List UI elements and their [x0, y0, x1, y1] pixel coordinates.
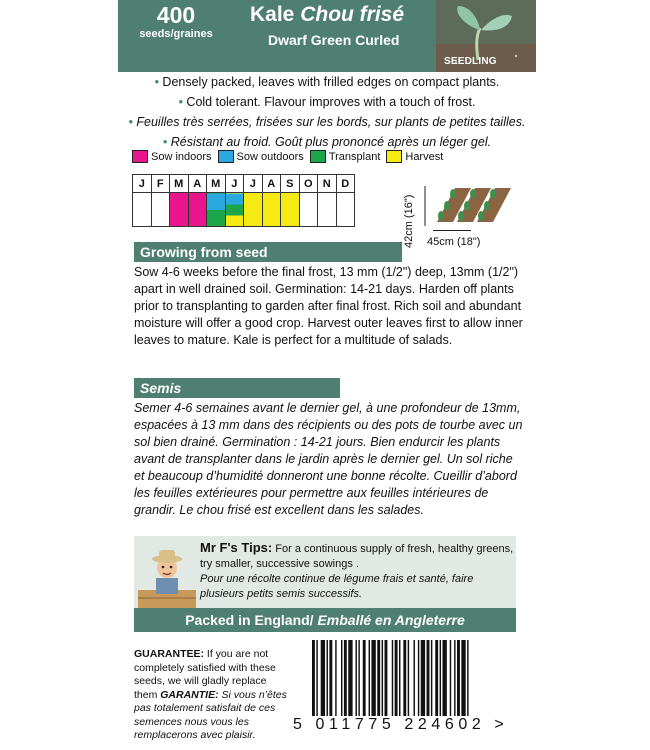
month-label: J [225, 175, 244, 193]
month-label: O [299, 175, 318, 193]
tips-text [200, 540, 516, 602]
barcode-bar [385, 640, 388, 716]
barcode [308, 640, 518, 716]
barcode-bar [321, 640, 325, 716]
barcode-bar [399, 640, 400, 716]
barcode-bar [431, 640, 432, 716]
bullet-icon: • [154, 75, 163, 89]
seedling-photo [436, 0, 536, 72]
tips-box [134, 536, 516, 608]
growing-section-title: Growing from seed [134, 242, 402, 262]
month-cell [299, 193, 318, 227]
barcode-bar [329, 640, 332, 716]
calendar-activity-row [133, 193, 355, 227]
month-label: N [318, 175, 337, 193]
tips-english: For a continuous supply of fresh, healthy greens, try smaller, successive sowings . [200, 543, 514, 570]
packed-in-banner [134, 608, 516, 632]
growing-instructions: Sow 4-6 weeks before the final frost, 13 mm (1/2") deep, 13mm (1/2") apart in well drained soil. Germination: 14-21 days. Harden off plants prior to transplanting to garden after final frost. Rich soil and abundant moisture will offer a good crop. Harvest outer leaves first to allow inner leaves to mature. Kale is perfect for a multitude of salads. [134, 265, 523, 347]
barcode-bar [403, 640, 406, 716]
feature-item: • Densely packed, leaves with frilled edges on compact plants. [154, 75, 500, 89]
legend-swatch [132, 150, 148, 163]
barcode-bar [408, 640, 409, 716]
month-cell-harvest [262, 193, 281, 227]
seed-count-unit: seeds/graines [139, 28, 213, 40]
legend-sow-outdoors: Sow outdoors [218, 150, 304, 163]
barcode-bar [316, 640, 317, 716]
guarantee-label: GUARANTEE: [134, 648, 204, 660]
garantie-label: GARANTIE: [160, 688, 219, 701]
product-title [250, 2, 404, 28]
month-label: J [133, 175, 152, 193]
legend-swatch [310, 150, 326, 163]
semis-section-title: Semis [134, 378, 340, 398]
legend-sow-indoors: Sow indoors [132, 150, 212, 163]
feature-item: • Résistant au froid. Goût plus prononcé après un léger gel. [162, 135, 492, 149]
feature-item: • Cold tolerant. Flavour improves with a touch of frost. [178, 95, 476, 109]
barcode-bar [358, 640, 359, 716]
guarantee-text [134, 648, 292, 743]
month-label: D [336, 175, 355, 193]
barcode-bar [371, 640, 375, 716]
barcode-bar [392, 640, 393, 716]
guarantee-english: If you are not completely satisfied with these seeds, we will gladly replace them [134, 648, 276, 701]
barcode-bar [363, 640, 366, 716]
feature-list [118, 72, 536, 152]
bullet-icon: • [178, 95, 187, 109]
bullet-icon: • [162, 135, 171, 149]
month-cell-sow-indoors [170, 193, 189, 227]
barcode-bar [327, 640, 328, 716]
calendar-legend [132, 150, 443, 163]
month-cell-harvest [281, 193, 300, 227]
barcode-bar [418, 640, 419, 716]
month-cell [133, 193, 152, 227]
calendar-month-row [133, 175, 355, 193]
seed-count-number: 400 [156, 2, 196, 28]
planting-rows-illustration [423, 182, 543, 228]
barcode-bar [457, 640, 460, 716]
month-label: S [281, 175, 300, 193]
bullet-icon: • [128, 115, 137, 129]
barcode-number: 5 011775 224602 > [293, 716, 509, 733]
spacing-arrow-icon [433, 230, 471, 231]
month-cell-sow-outdoors-transplant [207, 193, 226, 227]
barcode-bar [356, 640, 357, 716]
barcode-bar [435, 640, 438, 716]
plant-spacing-label: 45cm (18") [427, 236, 481, 248]
barcode-bar [454, 640, 455, 716]
barcode-bar [427, 640, 430, 716]
packed-english: Packed in England/ [185, 612, 314, 628]
month-cell [318, 193, 337, 227]
seed-count [118, 2, 234, 40]
month-label: J [244, 175, 263, 193]
month-cell [336, 193, 355, 227]
legend-swatch [218, 150, 234, 163]
barcode-bar [414, 640, 415, 716]
barcode-bar [421, 640, 425, 716]
month-label: M [170, 175, 189, 193]
feature-item: • Feuilles très serrées, frisées sur les bords, sur plants de petites tailles. [128, 115, 526, 129]
semis-instructions: Semer 4-6 semaines avant le dernier gel, à une profondeur de 13mm, espacées à 13 mm dans des récipients ou des pots de tourbe avec un sol bien drainé. Germination : 14-21 jours. Bien endurcir les plants avant de transplanter dans le jardin après le dernier gel. Un sol riche et beaucoup d’humidité donneront une bonne récolte. Cueillir d’abord les feuilles extérieures pour permettre aux feuilles intérieures de grandir. Le chou frisé est excellent dans les salades. [134, 401, 523, 517]
row-spacing-label: 42cm (16") [403, 194, 415, 248]
barcode-bar [348, 640, 352, 716]
month-label: A [262, 175, 281, 193]
tips-french: Pour une récolte continue de légume frais et santé, faire plusieurs petits semis successifs. [200, 573, 474, 600]
barcode-bar [369, 640, 370, 716]
barcode-bar [377, 640, 380, 716]
title-french: Chou frisé [300, 3, 405, 26]
packed-french: Emballé en Angleterre [317, 612, 465, 628]
month-label: F [151, 175, 170, 193]
sowing-calendar [132, 174, 355, 227]
month-cell-sow-indoors [188, 193, 207, 227]
month-cell-sow-outdoors-transplant-harvest [225, 193, 244, 227]
title-english: Kale [250, 3, 295, 26]
barcode-bar [467, 640, 468, 716]
month-label: M [207, 175, 226, 193]
barcode-bar [382, 640, 383, 716]
month-cell [151, 193, 170, 227]
barcode-bar [335, 640, 336, 716]
barcode-bar [395, 640, 398, 716]
spacing-diagram [403, 182, 523, 248]
barcode-bar [450, 640, 451, 716]
month-label: A [188, 175, 207, 193]
gardener-mascot-icon [136, 542, 196, 608]
legend-transplant: Transplant [310, 150, 381, 163]
month-cell-harvest [244, 193, 263, 227]
barcode-bar [440, 640, 441, 716]
barcode-bar [443, 640, 447, 716]
legend-swatch [386, 150, 402, 163]
tips-title: Mr F's Tips: [200, 540, 273, 555]
header-band [118, 0, 536, 72]
seedling-label: SEEDLING [444, 56, 497, 67]
barcode-bar [344, 640, 347, 716]
barcode-bar [461, 640, 465, 716]
barcode-bar [312, 640, 315, 716]
variety-name: Dwarf Green Curled [268, 32, 400, 48]
guarantee-french: Si vous n’êtes pas totalement satisfait de ces semences nous vous les remplacerons avec plaisir. [134, 688, 287, 741]
legend-harvest: Harvest [386, 150, 443, 163]
barcode-bar [341, 640, 342, 716]
